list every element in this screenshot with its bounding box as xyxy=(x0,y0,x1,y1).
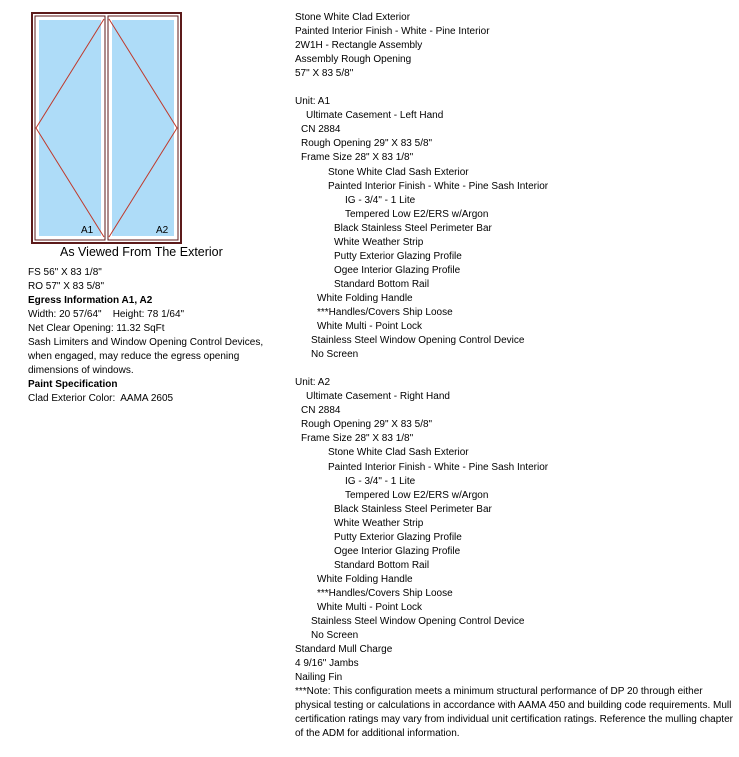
egress-note: Sash Limiters and Window Opening Control Devices, when engaged, may reduce the egress opening dimensions of windows. xyxy=(28,337,264,376)
unit-spec-line: Stainless Steel Window Opening Control Device xyxy=(311,335,525,347)
unit-spec-line: Putty Exterior Glazing Profile xyxy=(334,250,462,262)
assembly-spec-line: 2W1H - Rectangle Assembly xyxy=(295,40,423,52)
unit-spec-line: Ultimate Casement - Right Hand xyxy=(306,391,450,403)
net-clear-line: Net Clear Opening: 11.32 SqFt xyxy=(28,323,165,334)
unit-spec-line: ***Handles/Covers Ship Loose xyxy=(317,306,453,318)
unit-spec-line: Stone White Clad Sash Exterior xyxy=(328,447,469,459)
unit-title: Unit: A1 xyxy=(295,96,331,108)
paint-heading: Paint Specification xyxy=(28,379,118,390)
footer-spec-line: 4 9/16" Jambs xyxy=(295,658,359,670)
unit-spec-line: Standard Bottom Rail xyxy=(334,559,430,571)
egress-size-line: Width: 20 57/64" Height: 78 1/64" xyxy=(28,309,185,320)
sash-a2-glass xyxy=(112,20,174,236)
rough-opening-line: RO 57" X 83 5/8" xyxy=(28,281,105,292)
unit-spec-line: White Weather Strip xyxy=(334,517,424,529)
unit-spec-line: Ogee Interior Glazing Profile xyxy=(334,264,461,276)
unit-spec-line: IG - 3/4" - 1 Lite xyxy=(345,194,416,206)
unit-spec-line: IG - 3/4" - 1 Lite xyxy=(345,475,416,487)
unit-spec-line: Frame Size 28" X 83 1/8" xyxy=(301,433,414,445)
structural-note: ***Note: This configuration meets a minimum structural performance of DP 20 through either physical testing or calculations in accordance with AAMA 450 and building code requirements. Mull certification ratings may vary from individual unit certification ratings. Reference the mulling chapter of the ADM for additional information. xyxy=(295,686,733,740)
unit-spec-line: Painted Interior Finish - White - Pine Sash Interior xyxy=(328,461,549,473)
frame-size-line: FS 56" X 83 1/8" xyxy=(28,267,102,278)
unit-spec-line: White Folding Handle xyxy=(317,292,413,304)
assembly-spec-line: 57" X 83 5/8" xyxy=(295,68,354,80)
unit-spec-line: Standard Bottom Rail xyxy=(334,278,430,290)
unit-spec-line: No Screen xyxy=(311,630,359,642)
drawing-caption: As Viewed From The Exterior xyxy=(60,245,223,259)
spacer xyxy=(295,362,735,376)
footer-spec-line: Nailing Fin xyxy=(295,672,343,684)
unit-spec-line: White Multi - Point Lock xyxy=(317,601,423,613)
unit-spec-line: CN 2884 xyxy=(301,124,341,136)
footer-spec-line: Standard Mull Charge xyxy=(295,644,393,656)
summary-panel xyxy=(28,266,278,406)
spacer xyxy=(295,81,735,95)
unit-spec-line: Black Stainless Steel Perimeter Bar xyxy=(334,222,492,234)
unit-spec-line: Stone White Clad Sash Exterior xyxy=(328,166,469,178)
assembly-spec-line: Painted Interior Finish - White - Pine Interior xyxy=(295,26,490,38)
unit-spec-line: Tempered Low E2/ERS w/Argon xyxy=(345,208,489,220)
unit-spec-line: No Screen xyxy=(311,349,359,361)
unit-spec-line: Black Stainless Steel Perimeter Bar xyxy=(334,503,492,515)
unit-spec-line: CN 2884 xyxy=(301,405,341,417)
unit-spec-line: White Folding Handle xyxy=(317,573,413,585)
unit-spec-line: Ogee Interior Glazing Profile xyxy=(334,545,461,557)
egress-heading: Egress Information A1, A2 xyxy=(28,295,153,306)
unit-spec-line: Tempered Low E2/ERS w/Argon xyxy=(345,489,489,501)
unit-spec-line: ***Handles/Covers Ship Loose xyxy=(317,587,453,599)
unit-spec-line: Rough Opening 29" X 83 5/8" xyxy=(301,138,433,150)
unit-spec-line: Painted Interior Finish - White - Pine Sash Interior xyxy=(328,180,549,192)
unit-spec-line: Ultimate Casement - Left Hand xyxy=(306,110,444,122)
unit-spec-line: Putty Exterior Glazing Profile xyxy=(334,531,462,543)
unit-title: Unit: A2 xyxy=(295,377,331,389)
unit-spec-line: Rough Opening 29" X 83 5/8" xyxy=(301,419,433,431)
sash-a1-label: A1 xyxy=(81,225,94,236)
window-elevation-drawing xyxy=(31,12,182,244)
sash-a2-label: A2 xyxy=(156,225,169,236)
unit-spec-line: White Multi - Point Lock xyxy=(317,321,423,333)
unit-spec-line: White Weather Strip xyxy=(334,236,424,248)
assembly-spec-line: Stone White Clad Exterior xyxy=(295,12,411,23)
assembly-spec-line: Assembly Rough Opening xyxy=(295,54,412,66)
unit-spec-line: Stainless Steel Window Opening Control Device xyxy=(311,616,525,628)
paint-color-line: Clad Exterior Color: AAMA 2605 xyxy=(28,393,174,404)
unit-spec-line: Frame Size 28" X 83 1/8" xyxy=(301,152,414,164)
sash-a1-glass xyxy=(39,20,101,236)
specification-list xyxy=(295,11,735,741)
